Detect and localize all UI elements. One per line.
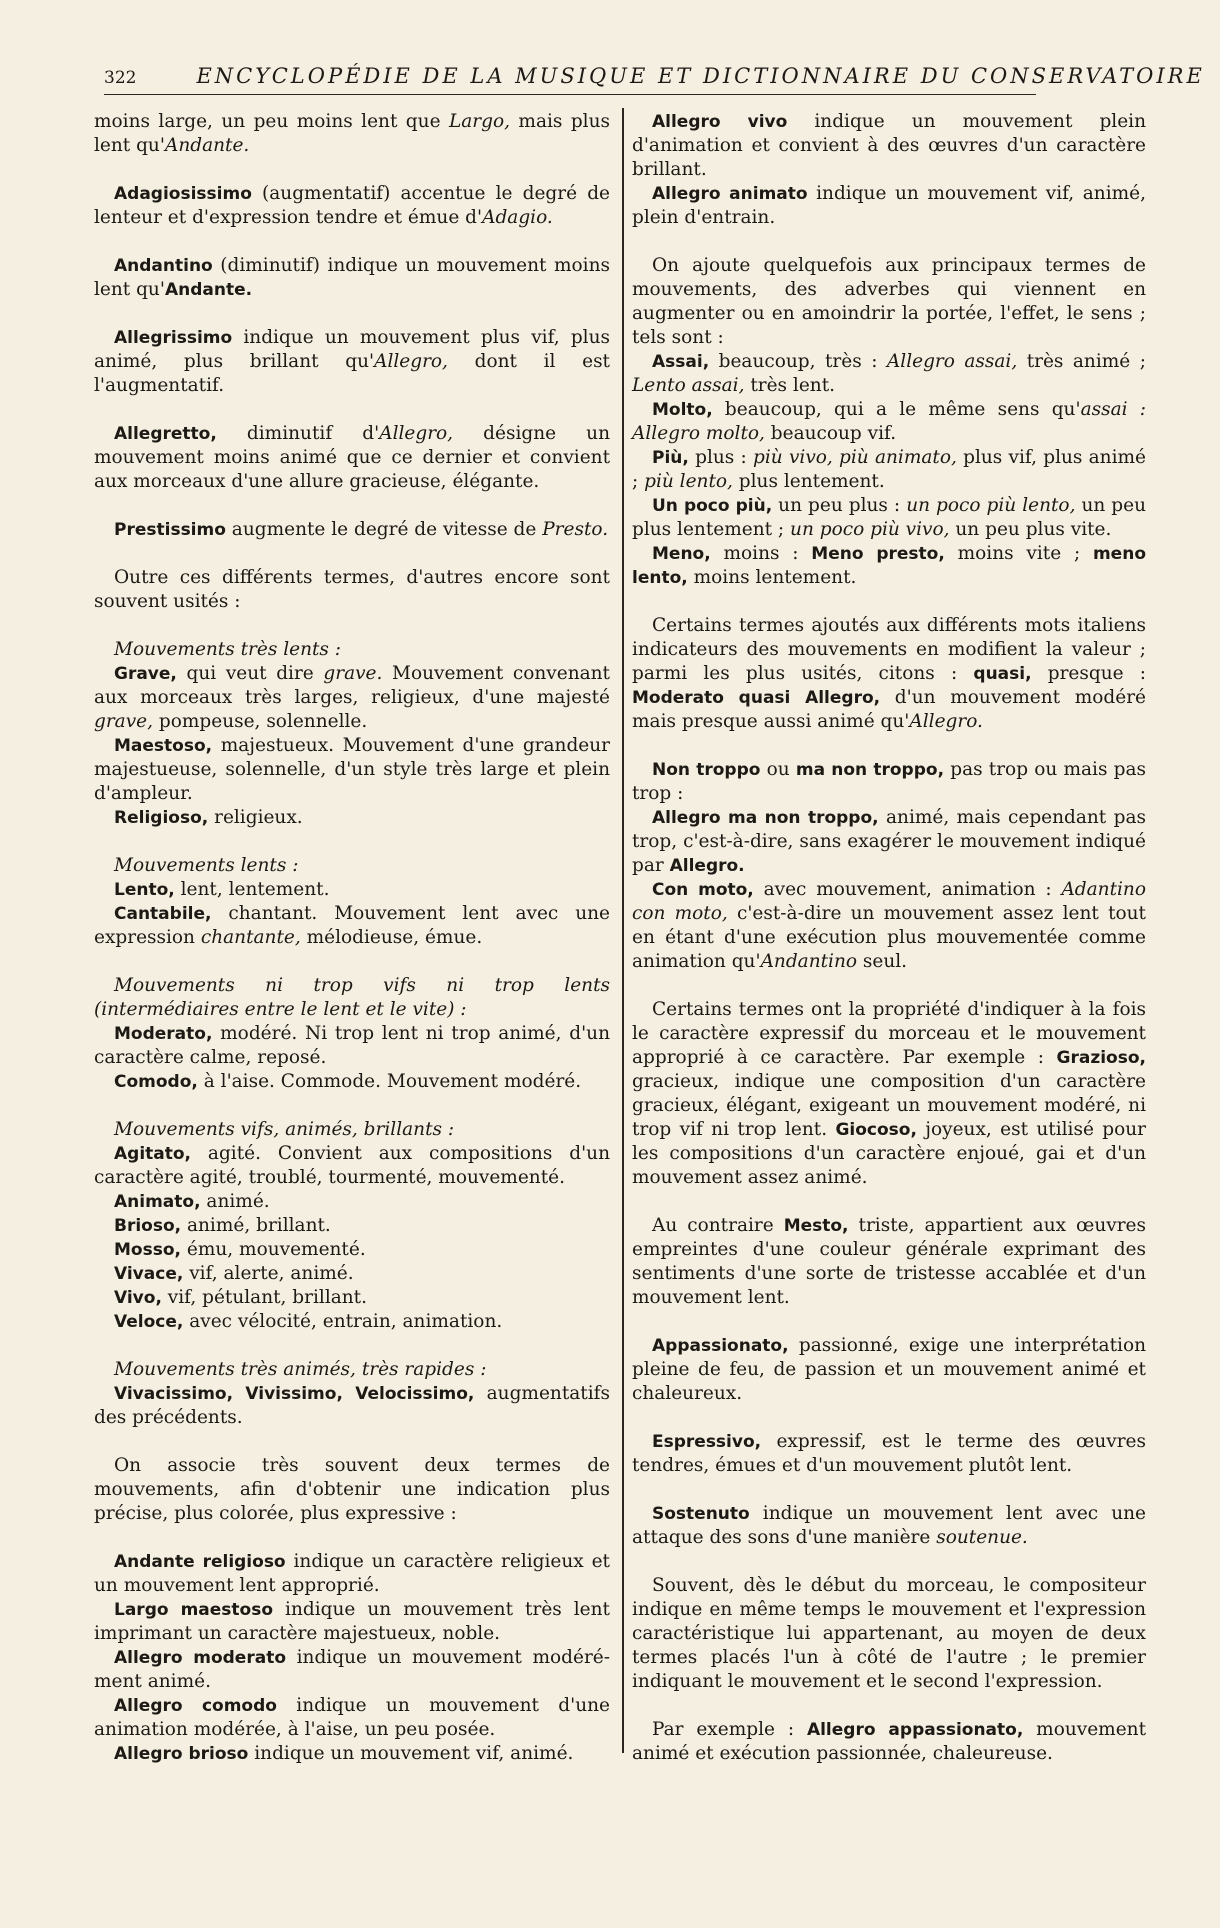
paragraph [94, 422, 610, 494]
text-run: seul. [857, 951, 908, 972]
italic-text: Presto. [542, 519, 609, 540]
term: Allegro brioso [114, 1744, 249, 1764]
term: Vivo, [114, 1288, 162, 1308]
text-run: mais plus lent qu' [94, 111, 610, 156]
text-run: beaucoup, qui a le même sens qu' [712, 399, 1081, 420]
text-run: triste, appartient aux œuvres empreintes d'une couleur générale exprimant des sentiments d'une sorte de tristesse accablée et d'un mouvement lent. [632, 1215, 1146, 1308]
text-run: lent, lentement. [174, 879, 330, 900]
text-run: indique un mouvement modéré-ment animé. [94, 1647, 610, 1692]
term: ma non troppo, [795, 760, 945, 780]
paragraph [94, 326, 610, 398]
term: Agitato, [114, 1144, 192, 1164]
term: Religioso, [114, 808, 209, 828]
term: Allegro animato [652, 184, 808, 204]
text-run: Outre ces différents termes, d'autres encore sont souvent usités : [94, 567, 610, 612]
term-list [94, 974, 610, 1094]
term: Andante religioso [114, 1552, 286, 1572]
term: Comodo, [114, 1072, 198, 1092]
text-run: beaucoup, très : [709, 351, 887, 372]
term-entry [632, 350, 1146, 398]
text-run: désigne un mouvement moins animé que ce dernier et convient aux morceaux d'une allure gracieuse, élégante. [94, 423, 610, 492]
paragraph [632, 998, 1146, 1190]
term: Grave, [114, 664, 177, 684]
term-entry [632, 398, 1146, 446]
term: Grazioso, [1056, 1048, 1146, 1068]
text-run: indique un mouvement lent avec une attaque des sons d'une manière [632, 1503, 1146, 1548]
term: Allegretto, [114, 424, 217, 444]
text-run: (diminutif) indique un mouvement moins lent qu' [94, 255, 610, 300]
text-run: plus lentement. [732, 471, 885, 492]
page-header [104, 64, 1205, 95]
paragraph [94, 182, 610, 230]
term-entry [94, 1262, 610, 1286]
term: Vivace, [114, 1264, 184, 1284]
term: Sostenuto [652, 1504, 750, 1524]
term: Adagiosissimo [114, 184, 252, 204]
term: Mesto, [783, 1216, 849, 1236]
term: Allegro ma non troppo, [652, 808, 879, 828]
term-entry [632, 182, 1146, 230]
term-entry [632, 542, 1146, 590]
text-run: religieux. [208, 807, 303, 828]
text-run: pas trop ou mais pas trop : [632, 759, 1146, 804]
text-run: indique un mouvement plein d'animation et convient à des œuvres d'un caractère brillant. [632, 111, 1146, 180]
term: Non troppo [652, 760, 761, 780]
term-list [632, 110, 1146, 230]
term-list [632, 806, 1146, 974]
term-entry [94, 902, 610, 950]
text-run: joyeux, est utilisé pour les compositions d'un caractère enjoué, gai et d'un mouvement assez animé. [632, 1119, 1146, 1188]
left-column [94, 110, 610, 1790]
term-entry [94, 1214, 610, 1238]
text-run: indique un caractère religieux et un mouvement lent approprié. [94, 1551, 610, 1596]
text-run: un peu plus vite. [949, 519, 1112, 540]
term: Giocoso, [835, 1120, 917, 1140]
italic-text: Andantino [760, 951, 858, 972]
text-run: très lent. [744, 375, 836, 396]
text-run: Souvent, dès le début du morceau, le compositeur indique en même temps le mouvement et l'expression caractéristique lui appartenant, au moyen de deux termes placés l'un à côté de l'autre ; le premier indiquant le mouvement et le second l'expression. [632, 1575, 1146, 1692]
text-run: animé. [200, 1191, 270, 1212]
term: Espressivo, [652, 1432, 762, 1452]
term-entry [94, 1286, 610, 1310]
paragraph [94, 1454, 610, 1526]
term: Vivacissimo, Vivissimo, Velocissimo, [114, 1384, 475, 1404]
text-run: moins vite ; [944, 543, 1093, 564]
term: Mosso, [114, 1240, 181, 1260]
page-number: 322 [104, 68, 137, 88]
term: Andante. [164, 280, 253, 300]
term: Un poco più, [652, 496, 773, 516]
paragraph [632, 1718, 1146, 1766]
section-heading: Mouvements ni trop vifs ni trop lents (intermédiaires entre le lent et le vite) : [94, 975, 610, 1020]
text-run: indique un mouvement plus vif, plus animé, plus brillant qu' [94, 327, 610, 372]
text-run: Certains termes ajoutés aux différents mots italiens indicateurs des mouvements en modifient la valeur ; parmi les plus usités, citons : [632, 615, 1146, 684]
term: Veloce, [114, 1312, 184, 1332]
text-run: ou [760, 759, 796, 780]
text-run: avec vélocité, entrain, animation. [183, 1311, 503, 1332]
text-run: agité. Convient aux compositions d'un caractère agité, troublé, tourmenté, mouvementé. [94, 1143, 610, 1188]
term-entry [94, 1190, 610, 1214]
term: Allegro comodo [114, 1696, 277, 1716]
term: Allegro moderato [114, 1648, 286, 1668]
term: quasi, [973, 664, 1032, 684]
italic-text: chantante, [200, 927, 301, 948]
text-run: majestueux. Mouvement d'une grandeur majestueuse, solennelle, d'un style très large et plein d'ampleur. [94, 735, 610, 804]
text-run: expressif, est le terme des œuvres tendres, émues et d'un mouvement plutôt lent. [632, 1431, 1146, 1476]
term: meno lento, [632, 544, 1146, 588]
column-divider [622, 108, 624, 1753]
italic-text: assai : Allegro molto, [632, 399, 1147, 444]
paragraph [94, 254, 610, 302]
text-run: Par exemple : [652, 1719, 807, 1740]
section-heading: Mouvements très lents : [114, 639, 342, 660]
term: Meno, [652, 544, 711, 564]
paragraph [632, 1574, 1146, 1694]
text-run: dont il est l'augmentatif. [94, 351, 610, 396]
term: Maestoso, [114, 736, 213, 756]
term: Allegro vivo [652, 112, 788, 132]
term-entry [94, 1742, 610, 1766]
paragraph [632, 1334, 1146, 1406]
italic-text: Adagio. [482, 207, 553, 228]
italic-text: Lento assai, [632, 375, 745, 396]
term: Appassionato, [652, 1336, 789, 1356]
text-run: un peu plus : [772, 495, 907, 516]
term: Assai, [652, 352, 710, 372]
term: Cantabile, [114, 904, 212, 924]
term-entry [94, 1646, 610, 1694]
italic-text: Largo, [448, 111, 510, 132]
italic-text: Adantino con moto, [632, 879, 1146, 924]
term: Prestissimo [114, 520, 226, 540]
text-run: Certains termes ont la propriété d'indiquer à la fois le caractère expressif du morceau et le mouvement approprié à ce caractère. Par exemple : [632, 999, 1146, 1068]
text-run: d'un mouvement modéré mais presque aussi animé qu' [632, 687, 1146, 732]
term-list [94, 1118, 610, 1334]
text-run: Mouvement convenant aux morceaux très larges, religieux, d'une majesté [94, 663, 610, 708]
section-heading: Mouvements très animés, très rapides : [114, 1359, 487, 1380]
term-list [94, 1550, 610, 1766]
term-entry [94, 1694, 610, 1742]
text-run: moins lentement. [687, 567, 857, 588]
text-run: plus : [688, 447, 754, 468]
term: Moderato quasi Allegro, [632, 688, 881, 708]
term-entry [632, 806, 1146, 878]
text-run: moins : [710, 543, 812, 564]
section-heading: Mouvements lents : [114, 855, 299, 876]
term-entry [94, 1238, 610, 1262]
term-entry [632, 494, 1146, 542]
text-run: On associe très souvent deux termes de mouvements, afin d'obtenir une indication plus précise, plus colorée, plus expressive : [94, 1455, 610, 1524]
term-entry [94, 1550, 610, 1598]
text-run: modéré. Ni trop lent ni trop animé, d'un caractère calme, reposé. [94, 1023, 610, 1068]
text-run: animé, mais cependant pas trop, c'est-à-dire, sans exagérer le mouvement indiqué par [632, 807, 1147, 876]
text-run: chantant. Mouvement lent avec une expression [94, 903, 610, 948]
text-run: avec mouvement, animation : [753, 879, 1062, 900]
text-run: mélodieuse, émue. [300, 927, 483, 948]
italic-text: Allegro. [909, 711, 983, 732]
italic-text: un poco più lento, [906, 495, 1076, 516]
term: Largo maestoso [114, 1600, 274, 1620]
italic-text: Allegro, [379, 423, 454, 444]
italic-text: più lento, [644, 471, 733, 492]
text-run: (augmentatif) accentue le degré de lenteur et d'expression tendre et émue d' [94, 183, 610, 228]
text-run: mouvement animé et exécution passionnée, chaleureuse. [632, 1719, 1147, 1764]
term: Allegrissimo [114, 328, 233, 348]
term-list [94, 638, 610, 830]
paragraph [94, 110, 610, 158]
term-entry [632, 878, 1146, 974]
term: Moderato, [114, 1024, 213, 1044]
italic-text: un poco più vivo, [790, 519, 950, 540]
term-entry [94, 1310, 610, 1334]
paragraph [632, 1214, 1146, 1310]
term-entry [632, 110, 1146, 182]
text-run: c'est-à-dire un mouvement assez lent tout en étant d'une exécution plus mouvementée comme animation qu' [632, 903, 1146, 972]
text-run: indique un mouvement vif, animé. [248, 1743, 574, 1764]
text-run: à l'aise. Commode. Mouvement modéré. [197, 1071, 582, 1092]
text-run: gracieux, indique une composition d'un caractère gracieux, élégant, exigeant un mouvement modéré, ni trop vif ni trop lent. [632, 1071, 1146, 1140]
term: Animato, [114, 1192, 201, 1212]
term: Meno presto, [811, 544, 945, 564]
term: Andantino [114, 256, 213, 276]
term: Più, [652, 448, 689, 468]
text-run: indique un mouvement d'une animation modérée, à l'aise, un peu posée. [94, 1695, 610, 1740]
text-run: moins large, un peu moins lent que [94, 111, 449, 132]
term-entry [632, 446, 1146, 494]
term-entry [94, 1598, 610, 1646]
term-entry [94, 662, 610, 734]
italic-text: Allegro, [374, 351, 448, 372]
text-run: augmente le degré de vitesse de [225, 519, 543, 540]
term-entry [94, 1142, 610, 1190]
text-run: vif, alerte, animé. [183, 1263, 354, 1284]
text-run: presque : [1031, 663, 1147, 684]
section-heading: Mouvements vifs, animés, brillants : [114, 1119, 455, 1140]
running-title: ENCYCLOPÉDIE DE LA MUSIQUE ET DICTIONNAIRE DU CONSERVATOIRE [196, 64, 1205, 88]
term-entry [94, 1382, 610, 1430]
paragraph [94, 518, 610, 542]
text-run: qui veut dire [176, 663, 324, 684]
italic-text: grave. [323, 663, 383, 684]
text-run: augmentatifs des précédents. [94, 1383, 610, 1428]
term: Brioso, [114, 1216, 182, 1236]
text-run: indique un mouvement très lent imprimant un caractère majestueux, noble. [94, 1599, 610, 1644]
term-list [94, 1358, 610, 1430]
term: Allegro appassionato, [806, 1720, 1024, 1740]
term-entry [94, 878, 610, 902]
text-run: diminutif d' [216, 423, 380, 444]
term: Con moto, [652, 880, 754, 900]
text-run: vif, pétulant, brillant. [161, 1287, 367, 1308]
term: Lento, [114, 880, 175, 900]
paragraph [94, 566, 610, 614]
text-run: indique un mouvement vif, animé, plein d'entrain. [632, 183, 1146, 228]
italic-text: soutenue. [936, 1527, 1028, 1548]
text-run: animé, brillant. [181, 1215, 331, 1236]
italic-text: Allegro assai, [886, 351, 1018, 372]
term: Allegro. [669, 856, 745, 876]
term-entry [94, 1022, 610, 1070]
text-run: ému, mouvementé. [180, 1239, 366, 1260]
text-run: Au contraire [652, 1215, 784, 1236]
term: Molto, [652, 400, 713, 420]
text-run: un peu plus lentement ; [632, 495, 1147, 540]
term-list [632, 350, 1146, 590]
text-run: On ajoute quelquefois aux principaux termes de mouvements, des adverbes qui viennent en augmenter ou en amoindrir la portée, l'effet, le sens ; tels sont : [632, 255, 1146, 348]
italic-text: grave, [94, 711, 153, 732]
right-column [632, 110, 1146, 1790]
term-list [94, 854, 610, 950]
text-run: très animé ; [1017, 351, 1146, 372]
text-run: beaucoup vif. [764, 423, 897, 444]
text-run: pompeuse, solennelle. [153, 711, 368, 732]
term-entry [94, 734, 610, 806]
term-entry [94, 806, 610, 830]
text-run: plus vif, plus animé ; [632, 447, 1147, 492]
italic-text: Andante. [164, 135, 250, 156]
italic-text: più vivo, più animato, [753, 447, 957, 468]
text-run: passionné, exige une interprétation pleine de feu, de passion et un mouvement animé et chaleureux. [632, 1335, 1146, 1404]
paragraph [632, 614, 1146, 734]
paragraph [632, 1502, 1146, 1550]
paragraph [632, 1430, 1146, 1478]
term-entry [94, 1070, 610, 1094]
paragraph [632, 758, 1146, 806]
paragraph [632, 254, 1146, 350]
